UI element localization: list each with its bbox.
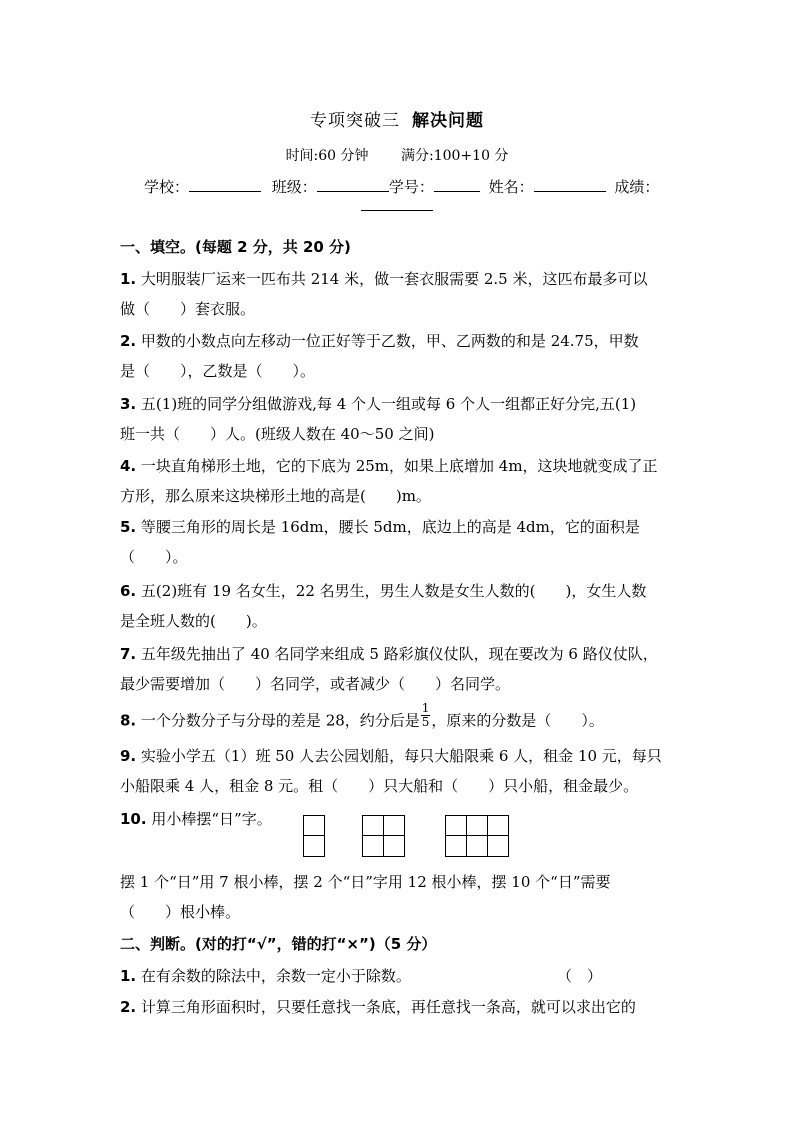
full-score: 满分:100+10 分 — [401, 148, 509, 164]
ri-cell — [446, 816, 467, 856]
question-1-line-1 — [120, 268, 647, 290]
question-6-number: 6. — [120, 582, 137, 600]
judge-1-line — [120, 965, 603, 987]
question-7-number: 7. — [120, 645, 137, 663]
question-9-text: 实验小学五（1）班 50 人去公园划船，每只大船限乘 6 人，租金 10 元，每只 — [140, 747, 662, 765]
question-1-line-2: 做（ ）套衣服。 — [120, 300, 256, 318]
question-1-number: 1. — [120, 270, 137, 288]
ri-figure-1 — [303, 815, 325, 857]
grade-label: 成绩： — [614, 178, 660, 196]
class-label: 班级： — [271, 178, 317, 196]
question-8-fraction — [421, 702, 431, 729]
school-field[interactable] — [189, 177, 261, 192]
ri-cell — [363, 816, 384, 856]
question-3-number: 3. — [120, 395, 137, 413]
ri-cell — [488, 816, 508, 856]
question-5-line-2: （ ）。 — [120, 548, 188, 566]
name-field[interactable] — [534, 177, 606, 192]
grade-field[interactable] — [361, 210, 433, 211]
class-field[interactable] — [317, 177, 389, 192]
question-10-line-3: （ ）根小棒。 — [120, 903, 241, 921]
question-3-line-2: 班一共（ ）人。(班级人数在 40～50 之间) — [120, 425, 435, 443]
ri-figure-2 — [362, 815, 405, 857]
question-3-line-1 — [120, 393, 636, 415]
id-field[interactable] — [434, 177, 480, 192]
ri-cell — [467, 816, 488, 856]
question-9-number: 9. — [120, 747, 137, 765]
judge-1-text: 在有余数的除法中，余数一定小于除数。 — [140, 967, 411, 985]
judge-2-text: 计算三角形面积时，只要任意找一条底，再任意找一条高，就可以求出它的 — [140, 998, 636, 1016]
question-4-line-2: 方形，那么原来这块梯形土地的高是( )m。 — [120, 487, 431, 505]
question-10-text: 用小棒摆“日”字。 — [151, 810, 272, 828]
question-2-text: 甲数的小数点向左移动一位正好等于乙数，甲、乙两数的和是 24.75，甲数 — [140, 332, 639, 350]
question-5-number: 5. — [120, 518, 137, 536]
id-label: 学号： — [388, 178, 434, 196]
question-8-number: 8. — [120, 711, 137, 730]
ri-figure-3 — [445, 815, 509, 857]
question-10-number: 10. — [120, 810, 147, 828]
judge-1-answer-box[interactable]: （ ） — [557, 967, 603, 985]
exam-meta — [0, 145, 794, 165]
question-2-line-2: 是（ ），乙数是（ ）。 — [120, 362, 316, 380]
question-9-line-2: 小船限乘 4 人，租金 8 元。租（ ）只大船和（ ）只小船，租金最少。 — [120, 777, 639, 795]
question-6-text: 五(2)班有 19 名女生，22 名男生，男生人数是女生人数的( )，女生人数 — [140, 582, 647, 600]
question-9-line-1 — [120, 745, 662, 767]
question-5-text: 等腰三角形的周长是 16dm，腰长 5dm，底边上的高是 4dm，它的面积是 — [140, 518, 640, 536]
question-8-line — [120, 701, 604, 735]
question-7-line-2: 最少需要增加（ ）名同学，或者减少（ ）名同学。 — [120, 675, 511, 693]
judge-2-number: 2. — [120, 998, 137, 1016]
page-title — [0, 106, 794, 131]
question-5-line-1 — [120, 516, 640, 538]
question-4-line-1 — [120, 455, 658, 477]
name-label: 姓名： — [488, 178, 534, 196]
question-4-text: 一块直角梯形土地，它的下底为 25m，如果上底增加 4m，这块地就变成了正 — [140, 457, 658, 475]
question-1-text: 大明服装厂运来一匹布共 214 米，做一套衣服需要 2.5 米，这匹布最多可以 — [140, 270, 648, 288]
school-label: 学校： — [144, 178, 190, 196]
question-6-line-1 — [120, 580, 646, 602]
question-4-number: 4. — [120, 457, 137, 475]
student-info-row — [144, 176, 684, 197]
question-2-line-1 — [120, 330, 639, 352]
question-6-line-2: 是全班人数的( )。 — [120, 612, 267, 630]
question-8-text-b: ，原来的分数是（ ）。 — [431, 711, 604, 730]
question-8-text-a: 一个分数分子与分母的差是 28，约分后是 — [140, 711, 420, 730]
judge-1-number: 1. — [120, 967, 137, 985]
question-10-line-2: 摆 1 个“日”用 7 根小棒，摆 2 个“日”字用 12 根小棒，摆 10 个“日”需要 — [120, 873, 611, 891]
question-3-text: 五(1)班的同学分组做游戏,每 4 个人一组或每 6 个人一组都正好分完,五(1) — [140, 395, 637, 413]
question-7-text: 五年级先抽出了 40 名同学来组成 5 路彩旗仪仗队，现在要改为 6 路仪仗队， — [140, 645, 658, 663]
fraction-denominator: 5 — [421, 715, 430, 729]
section-2-heading: 二、判断。(对的打“√”，错的打“×”)（5 分） — [120, 935, 437, 953]
section-1-heading: 一、填空。(每题 2 分，共 20 分) — [120, 238, 351, 256]
time-limit: 时间:60 分钟 — [285, 148, 369, 164]
title-part-a: 专项突破三 — [310, 111, 400, 131]
question-10-line-1 — [120, 808, 272, 830]
fraction-numerator: 1 — [421, 701, 430, 715]
question-7-line-1 — [120, 643, 658, 665]
judge-2-line — [120, 996, 636, 1018]
title-part-b: 解决问题 — [412, 111, 484, 131]
ri-cell — [304, 816, 324, 856]
question-2-number: 2. — [120, 332, 137, 350]
ri-cell — [384, 816, 404, 856]
